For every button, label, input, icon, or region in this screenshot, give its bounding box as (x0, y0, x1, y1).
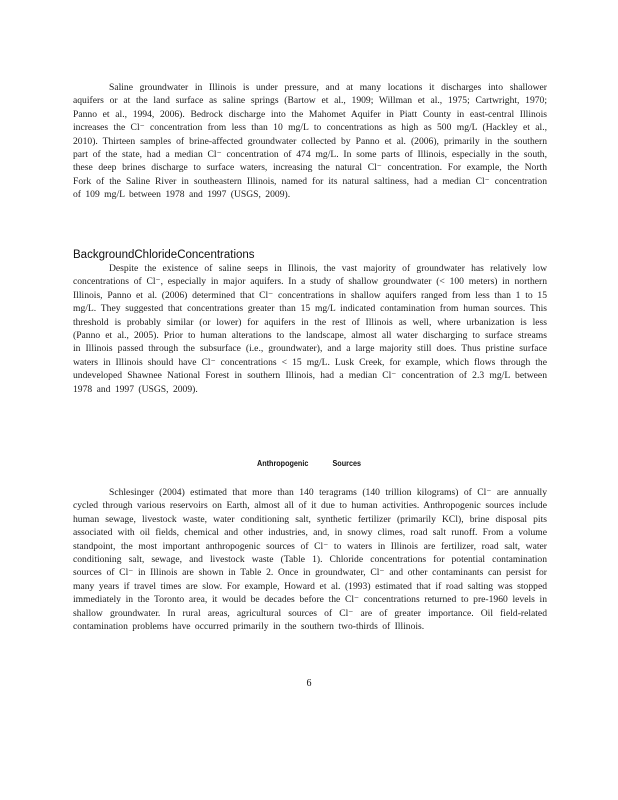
subsection-heading-anthropogenic-sources: Anthropogenic Sources (257, 458, 361, 468)
page-number: 6 (306, 678, 312, 689)
paragraph-anthropogenic-sources: Schlesinger (2004) estimated that more than 140 teragrams (140 trillion kilograms) of Cl⁻ are annually cycled through various reservoirs on Earth, almost all of it due to human activities. Anthropogenic sources include human sewage, livestock waste, water conditioning salt, synthetic fertilizer (primarily KCl), brine disposal pits associated with oil fields, chemical and other industries, and, in snowy climes, road salt runoff. From a volume standpoint, the most important anthropogenic sources of Cl⁻ to waters in Illinois are fertilizer, road salt, water conditioning salt, sewage, and livestock waste (Table 1). Chloride concentrations for potential contamination sources of Cl⁻ in Illinois are shown in Table 2. Once in groundwater, Cl⁻ and other contaminants can persist for many years if travel times are slow. For example, Howard et al. (1993) estimated that if road salting was stopped immediately in the Toronto area, it would be decades before the Cl⁻ concentrations returned to pre-1960 levels in shallow groundwater. In rural areas, agricultural sources of Cl⁻ are of greater importance. Oil field-related contamination problems have occurred primarily in the southern two-thirds of Illinois. (73, 487, 547, 633)
paragraph-background-chloride: Despite the existence of saline seeps in Illinois, the vast majority of groundwater has relatively low concentrations of Cl⁻, especially in major aquifers. In a study of shallow groundwater (< 100 meters) in northern Illinois, Panno et al. (2006) determined that Cl⁻ concentrations in shallow aquifers ranged from less than 1 to 15 mg/L. They suggested that concentrations greater than 15 mg/L indicated contamination from human sources. This threshold is probably similar (or lower) for aquifers in the rest of Illinois as well, where urbanization is less (Panno et al., 2005). Prior to human alterations to the landscape, almost all water discharging to surface streams in Illinois passed through the subsurface (i.e., groundwater), and a large majority still does. Thus pristine surface waters in Illinois should have Cl⁻ concentrations < 15 mg/L. Lusk Creek, for example, which flows through the undeveloped Shawnee National Forest in southern Illinois, had a median Cl⁻ concentration of 2.3 mg/L between 1978 and 1997 (USGS, 2009). (73, 263, 547, 395)
paragraph-saline-groundwater: Saline groundwater in Illinois is under pressure, and at many locations it discharges into shallower aquifers or at the land surface as saline springs (Bartow et al., 1909; Willman et al., 1975; Cartwright, 1970; Panno et al., 1994, 2006). Bedrock discharge into the Mahomet Aquifer in Piatt County in east-central Illinois increases the Cl⁻ concentration from less than 10 mg/L to concentrations as high as 500 mg/L (Hackley et al., 2010). Thirteen samples of brine-affected groundwater collected by Panno et al. (2006), primarily in the southern part of the state, had a median Cl⁻ concentration of 474 mg/L. In some parts of Illinois, especially in the south, these deep brines discharge to surface waters, increasing the natural Cl⁻ concentration. For example, the North Fork of the Saline River in southeastern Illinois, named for its natural saltiness, had a median Cl⁻ concentration of 109 mg/L between 1978 and 1997 (USGS, 2009). (73, 82, 547, 201)
section-heading-background-chloride: BackgroundChlorideConcentrations (73, 249, 255, 261)
